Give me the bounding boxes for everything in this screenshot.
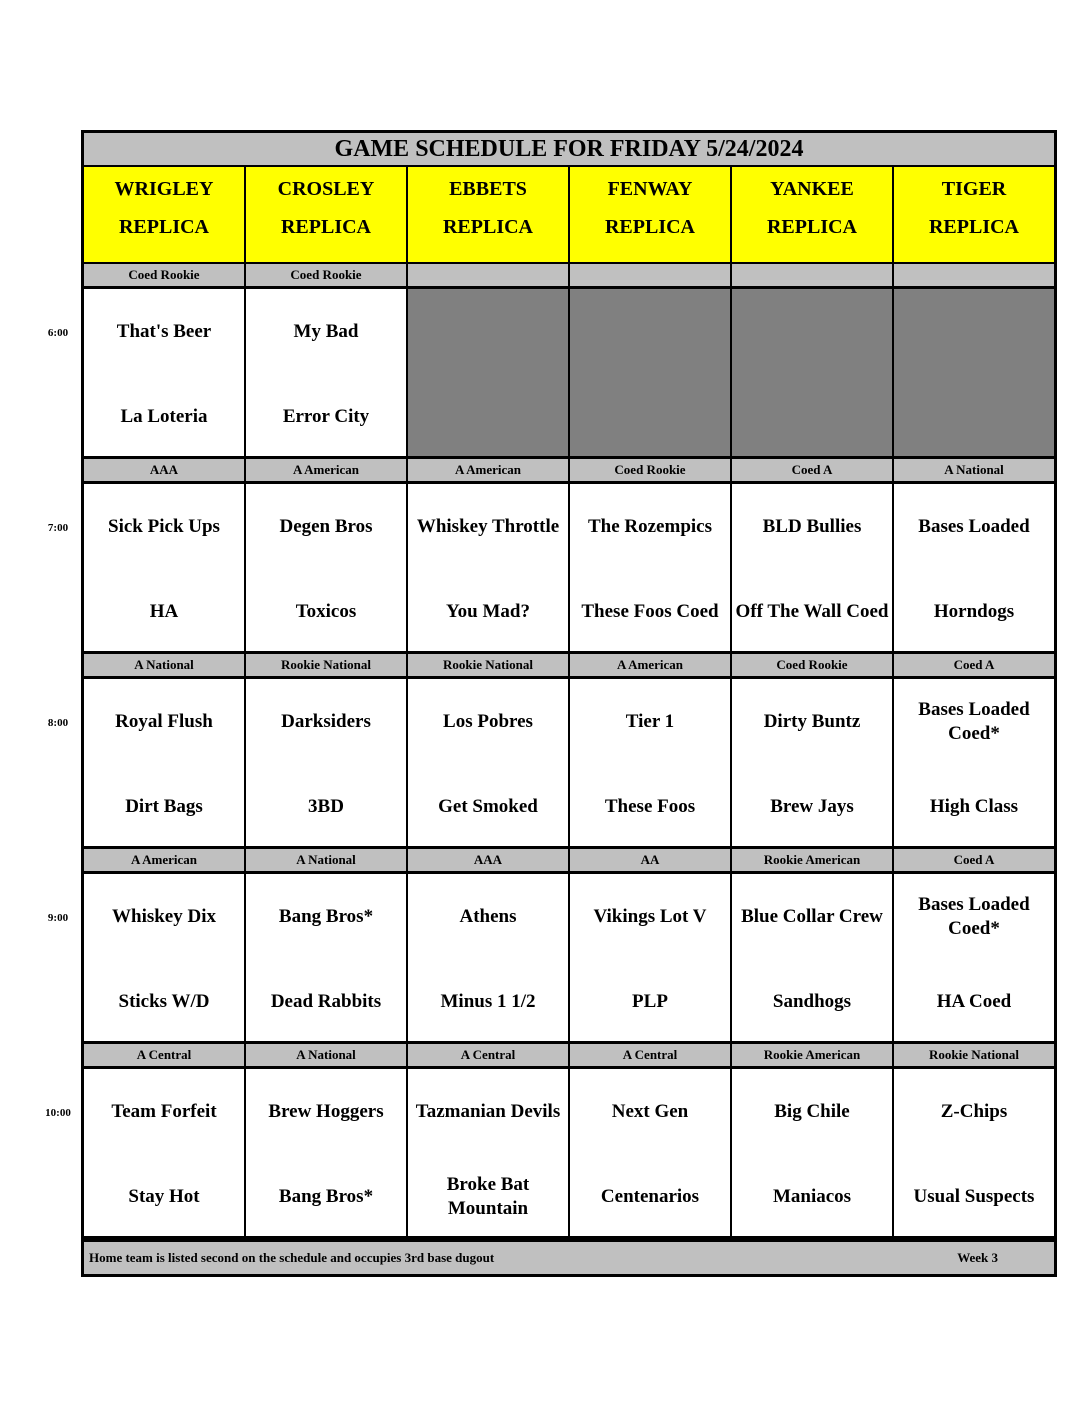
home-team: Dirt Bags (125, 796, 203, 817)
field-subtitle: REPLICA (766, 216, 857, 238)
game-cell (84, 874, 244, 1041)
home-team: You Mad? (446, 601, 530, 622)
game-cell (894, 1069, 1054, 1236)
division-label: A National (84, 654, 244, 676)
time-label: 7:00 (47, 522, 69, 534)
home-team: Minus 1 1/2 (440, 991, 536, 1012)
home-team: Sandhogs (772, 991, 852, 1012)
home-team: Error City (282, 406, 370, 427)
home-team: Off The Wall Coed (735, 601, 889, 622)
away-team: Athens (459, 906, 517, 927)
game-cell (84, 679, 244, 846)
field-subtitle: REPLICA (118, 216, 209, 238)
field-header (408, 167, 568, 262)
field-header (570, 167, 730, 262)
away-team: Degen Bros (279, 516, 373, 537)
home-team: HA (149, 601, 179, 622)
footer-note: Home team is listed second on the schedule and occupies 3rd base dugout (89, 1250, 495, 1265)
game-cell (894, 484, 1054, 651)
game-cell (732, 1069, 892, 1236)
game-cell (246, 484, 406, 651)
away-team: BLD Bullies (762, 516, 862, 537)
empty-slot (732, 289, 892, 456)
away-team: Blue Collar Crew (741, 906, 883, 927)
empty-slot (570, 289, 730, 456)
division-label (408, 264, 568, 286)
away-team: Bases Loaded Coed* (918, 894, 1030, 939)
away-team: My Bad (293, 321, 359, 342)
home-team: PLP (632, 991, 668, 1012)
game-cell (894, 874, 1054, 1041)
game-cell (408, 1069, 568, 1236)
home-team: Stay Hot (128, 1186, 200, 1207)
footer-bar (84, 1242, 1054, 1274)
division-label: Rookie American (732, 849, 892, 871)
home-team: Usual Suspects (913, 1186, 1035, 1207)
away-team: Vikings Lot V (593, 906, 707, 927)
game-cell (408, 679, 568, 846)
field-header (894, 167, 1054, 262)
game-cell (84, 289, 244, 456)
home-team: La Loteria (120, 406, 208, 427)
away-team: The Rozempics (587, 516, 712, 537)
away-team: Bang Bros* (278, 906, 374, 927)
away-team: Tier 1 (625, 711, 675, 732)
division-label: Coed Rookie (570, 459, 730, 481)
game-cell (84, 484, 244, 651)
field-subtitle: REPLICA (604, 216, 695, 238)
game-cell (732, 484, 892, 651)
home-team: Get Smoked (438, 796, 538, 817)
away-team: Tazmanian Devils (415, 1101, 561, 1122)
division-label: Rookie National (246, 654, 406, 676)
schedule-table (81, 130, 1057, 1277)
home-team: Dead Rabbits (270, 991, 382, 1012)
division-label: A Central (84, 1044, 244, 1066)
field-subtitle: REPLICA (280, 216, 371, 238)
field-name: TIGER (941, 178, 1007, 200)
time-label: 8:00 (47, 717, 69, 729)
division-label: A American (408, 459, 568, 481)
division-label: Coed Rookie (732, 654, 892, 676)
away-team: Big Chile (774, 1101, 850, 1122)
field-header (732, 167, 892, 262)
home-team: HA Coed (936, 991, 1012, 1012)
game-cell (570, 679, 730, 846)
division-label: Coed Rookie (84, 264, 244, 286)
division-label: AA (570, 849, 730, 871)
away-team: Darksiders (281, 711, 371, 732)
field-name: WRIGLEY (114, 178, 214, 200)
game-cell (246, 1069, 406, 1236)
home-team: Centenarios (600, 1186, 700, 1207)
home-team: Maniacos (772, 1186, 852, 1207)
away-team: Bases Loaded Coed* (918, 699, 1030, 744)
division-label: Coed A (894, 849, 1054, 871)
home-team: Brew Jays (770, 796, 854, 817)
home-team: These Foos Coed (581, 601, 719, 622)
division-label: Rookie National (408, 654, 568, 676)
game-cell (570, 1069, 730, 1236)
game-cell (408, 874, 568, 1041)
division-label: Coed Rookie (246, 264, 406, 286)
game-cell (570, 484, 730, 651)
away-team: Z-Chips (940, 1101, 1008, 1122)
field-name: FENWAY (607, 178, 693, 200)
division-label: A National (246, 1044, 406, 1066)
division-label: A American (570, 654, 730, 676)
division-label (894, 264, 1054, 286)
schedule-title: GAME SCHEDULE FOR FRIDAY 5/24/2024 (84, 133, 1054, 165)
division-label: Coed A (894, 654, 1054, 676)
game-cell (408, 484, 568, 651)
game-cell (246, 874, 406, 1041)
empty-slot (894, 289, 1054, 456)
time-label: 10:00 (45, 1107, 71, 1119)
away-team: Whiskey Dix (112, 906, 216, 927)
division-label: A National (246, 849, 406, 871)
home-team: High Class (929, 796, 1019, 817)
time-label: 6:00 (47, 327, 69, 339)
field-header (84, 167, 244, 262)
away-team: Sick Pick Ups (108, 516, 220, 537)
game-cell (570, 874, 730, 1041)
home-team: 3BD (308, 796, 344, 817)
away-team: Royal Flush (115, 711, 213, 732)
home-team: Bang Bros* (278, 1186, 374, 1207)
field-subtitle: REPLICA (928, 216, 1019, 238)
field-name: CROSLEY (277, 178, 375, 200)
division-label: Rookie National (894, 1044, 1054, 1066)
away-team: Whiskey Throttle (416, 516, 560, 537)
game-cell (84, 1069, 244, 1236)
field-subtitle: REPLICA (442, 216, 533, 238)
division-label: A American (246, 459, 406, 481)
away-team: Dirty Buntz (763, 711, 861, 732)
away-team: Brew Hoggers (268, 1101, 384, 1122)
field-name: YANKEE (770, 178, 854, 200)
game-cell (246, 679, 406, 846)
division-label: A National (894, 459, 1054, 481)
game-cell (894, 679, 1054, 846)
division-label: AAA (408, 849, 568, 871)
away-team: Team Forfeit (111, 1101, 217, 1122)
division-label (732, 264, 892, 286)
away-team: Next Gen (611, 1101, 689, 1122)
game-cell (732, 679, 892, 846)
game-cell (732, 874, 892, 1041)
division-label: Rookie American (732, 1044, 892, 1066)
time-label: 9:00 (47, 912, 69, 924)
division-label: A Central (408, 1044, 568, 1066)
home-team: Horndogs (933, 601, 1015, 622)
division-label: A American (84, 849, 244, 871)
field-name: EBBETS (449, 178, 527, 200)
week-label: Week 3 (957, 1250, 998, 1265)
game-cell (246, 289, 406, 456)
home-team: Sticks W/D (118, 991, 210, 1012)
division-label: AAA (84, 459, 244, 481)
away-team: Los Pobres (443, 711, 533, 732)
away-team: That's Beer (116, 321, 212, 342)
field-header (246, 167, 406, 262)
empty-slot (408, 289, 568, 456)
home-team: Toxicos (295, 601, 357, 622)
home-team: These Foos (604, 796, 696, 817)
division-label: A Central (570, 1044, 730, 1066)
home-team: Broke Bat Mountain (446, 1174, 530, 1219)
division-label (570, 264, 730, 286)
away-team: Bases Loaded (918, 516, 1030, 537)
division-label: Coed A (732, 459, 892, 481)
